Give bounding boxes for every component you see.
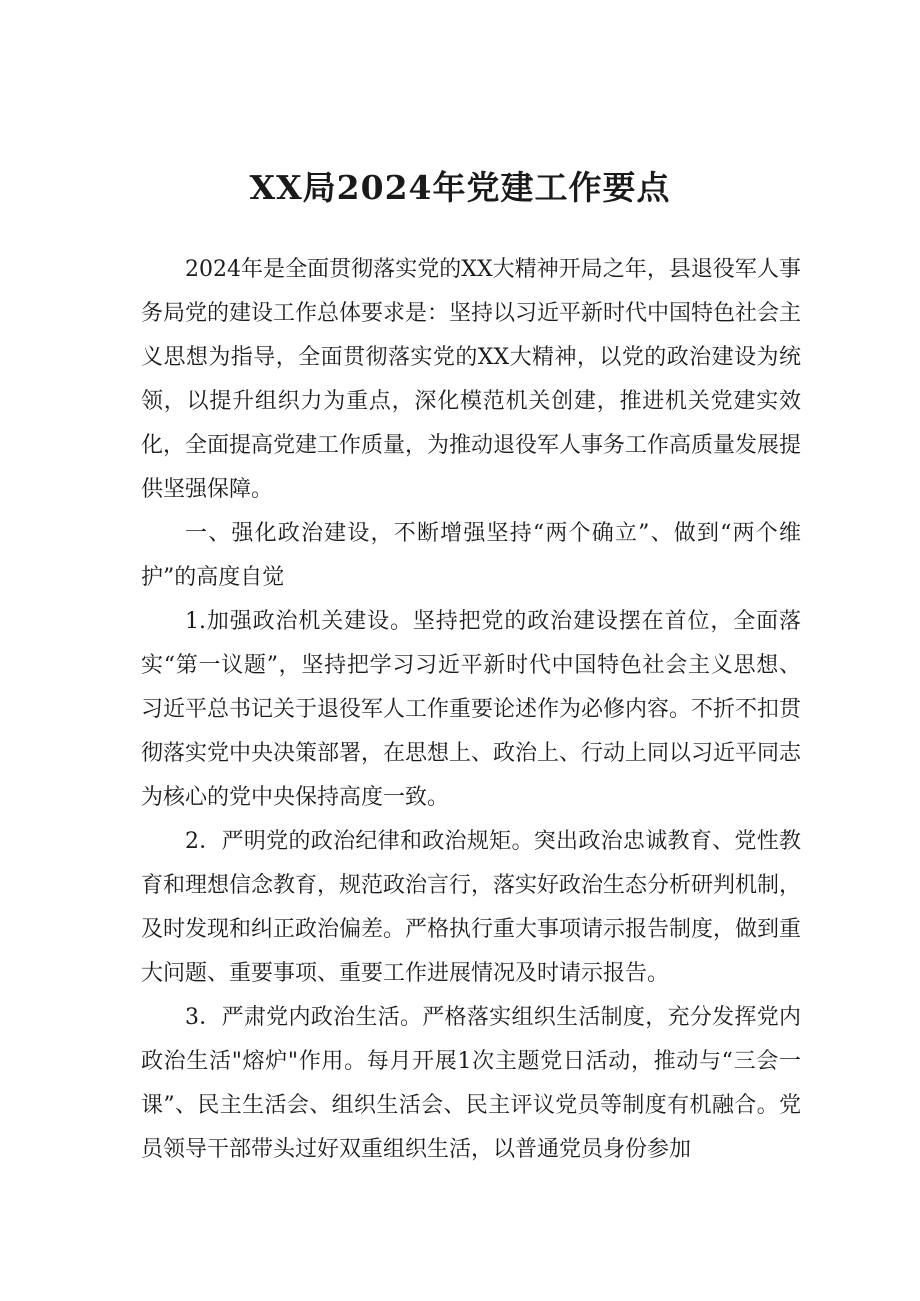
section-heading-1: 一、强化政治建设，不断增强坚持“两个确立”、做到“两个维护”的高度自觉 — [141, 521, 801, 590]
item-paragraph-1: 1.加强政治机关建设。坚持把党的政治建设摆在首位，全面落实“第一议题”，坚持把学习习近平新时代中国特色社会主义思想、习近平总书记关于退役军人工作重要论述作为必修内容。不折不扣贯彻落实党中央决策部署，在思想上、政治上、行动上同以习近平同志为核心的党中央保持高度一致。 — [141, 609, 802, 810]
item-paragraph-2: 2．严明党的政治纪律和政治规矩。突出政治忠诚教育、党性教育和理想信念教育，规范政治言行，落实好政治生态分析研判机制，及时发现和纠正政治偏差。严格执行重大事项请示报告制度，做到重大问题、重要事项、重要工作进展情况及时请示报告。 — [141, 829, 802, 986]
document-title: XX局2024年党建工作要点 — [249, 168, 671, 207]
document-body — [141, 248, 801, 1172]
intro-paragraph: 2024年是全面贯彻落实党的XX大精神开局之年，县退役军人事务局党的建设工作总体要求是：坚持以习近平新时代中国特色社会主义思想为指导，全面贯彻落实党的XX大精神，以党的政治建设为统领，以提升组织力为重点，深化模范机关创建，推进机关党建实效化，全面提高党建工作质量，为推动退役军人事务工作高质量发展提供坚强保障。 — [141, 257, 802, 502]
item-paragraph-3: 3．严肃党内政治生活。严格落实组织生活制度，充分发挥党内政治生活"熔炉"作用。每月开展1次主题党日活动，推动与“三会一课”、民主生活会、组织生活会、民主评议党员等制度有机融合。党员领导干部带头过好双重组织生活，以普通党员身份参加 — [141, 1005, 801, 1162]
